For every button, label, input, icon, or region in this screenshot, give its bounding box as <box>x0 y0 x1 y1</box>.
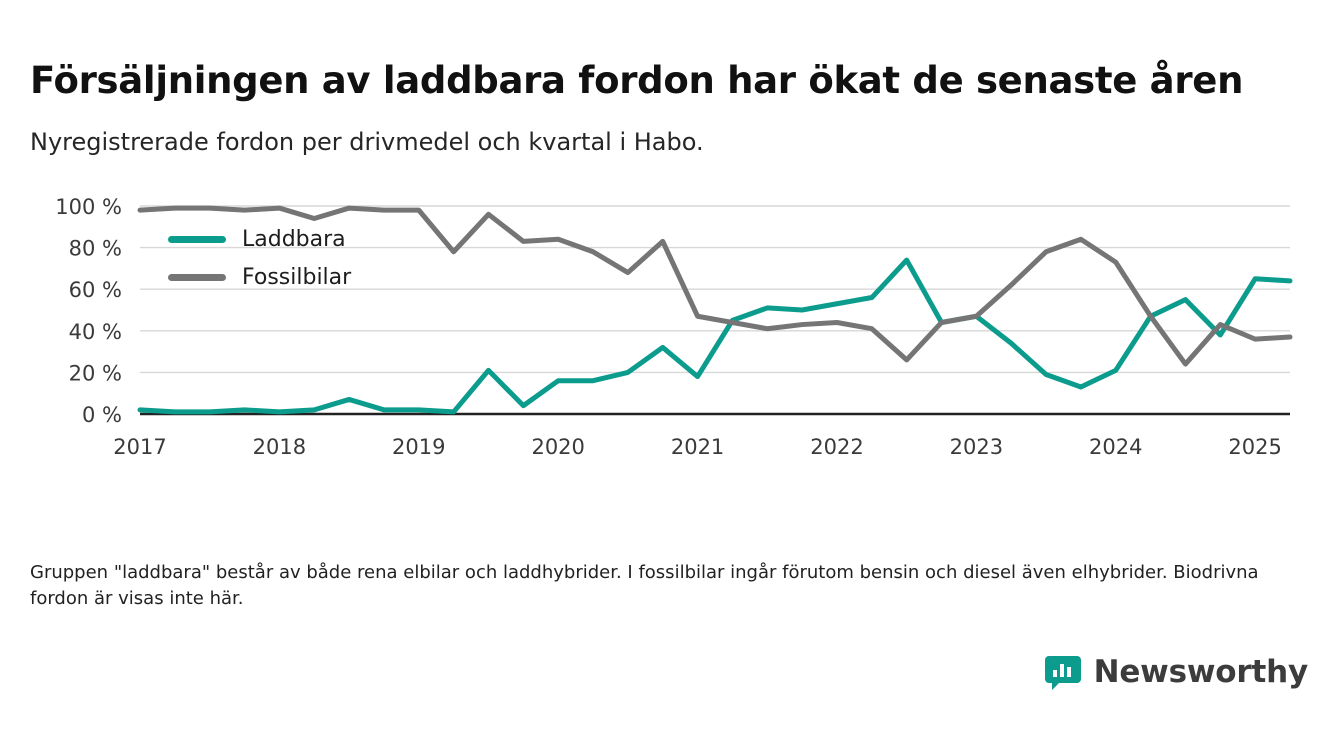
y-tick-label: 80 % <box>68 236 122 261</box>
page-subtitle: Nyregistrerade fordon per drivmedel och kvartal i Habo. <box>30 128 704 156</box>
y-tick-label: 20 % <box>68 361 122 386</box>
x-tick-label: 2020 <box>531 435 585 459</box>
legend-swatch-fossilbilar <box>168 274 226 281</box>
legend-swatch-laddbara <box>168 236 226 243</box>
y-tick-label: 0 % <box>82 403 122 427</box>
legend-item-fossilbilar <box>168 260 351 294</box>
legend-item-laddbara <box>168 222 351 256</box>
chart-footnote: Gruppen "laddbara" består av både rena elbilar och laddhybrider. I fossilbilar ingår förutom bensin och diesel även elhybrider. Biodrivna fordon är visas inte här. <box>30 562 1259 610</box>
x-tick-label: 2024 <box>1089 435 1143 459</box>
y-tick-label: 40 % <box>68 319 122 344</box>
page-title: Försäljningen av laddbara fordon har ökat de senaste åren <box>30 58 1244 102</box>
brand-name: Newsworthy <box>1093 654 1308 690</box>
x-tick-label: 2018 <box>252 435 307 459</box>
x-tick-label: 2025 <box>1228 435 1282 459</box>
x-tick-label: 2017 <box>113 435 167 459</box>
chart-legend <box>168 222 351 298</box>
x-tick-label: 2023 <box>949 435 1004 459</box>
x-tick-label: 2022 <box>810 435 864 459</box>
legend-label-laddbara: Laddbara <box>242 226 346 252</box>
legend-label-fossilbilar: Fossilbilar <box>242 264 352 290</box>
y-tick-label: 100 % <box>55 195 122 219</box>
brand-logo <box>1044 653 1308 691</box>
bar-chart-bubble-icon <box>1044 653 1082 691</box>
x-tick-label: 2021 <box>670 435 725 459</box>
x-tick-label: 2019 <box>392 435 446 459</box>
y-tick-label: 60 % <box>68 278 122 303</box>
